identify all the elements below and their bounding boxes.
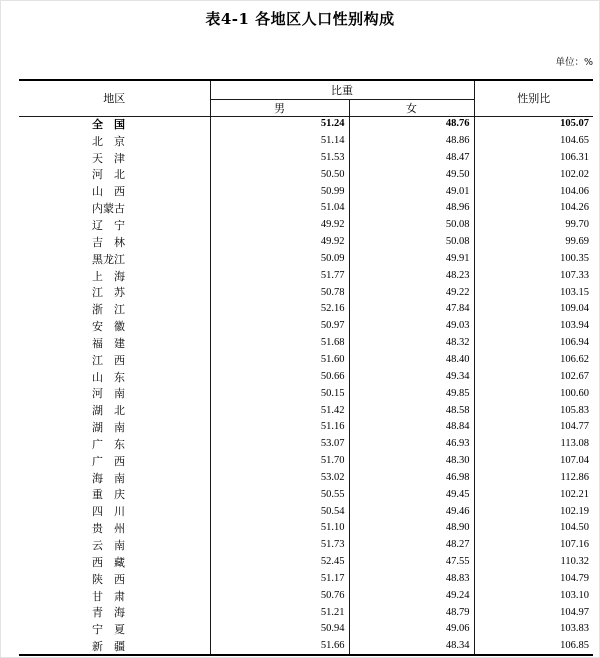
- male-cell: 51.66: [210, 638, 349, 655]
- region-cell: 重 庆: [19, 487, 210, 504]
- ratio-cell: 102.67: [560, 370, 589, 382]
- male-cell: 49.92: [210, 234, 349, 251]
- ratio-cell: 105.83: [560, 404, 589, 416]
- table-row: [19, 520, 593, 537]
- female-cell: 49.34: [349, 369, 474, 386]
- region-cell: 广 西: [19, 453, 210, 470]
- region-cell: 黑龙江: [19, 251, 210, 268]
- female-cell: 48.83: [349, 571, 474, 588]
- region-cell: 湖 北: [19, 402, 210, 419]
- male-cell: 51.16: [210, 419, 349, 436]
- region-cell: 海 南: [19, 470, 210, 487]
- male-cell: 51.24: [210, 116, 349, 133]
- region-cell: 吉 林: [19, 234, 210, 251]
- table-row: [19, 369, 593, 386]
- ratio-cell: 102.02: [560, 168, 589, 180]
- region-cell: 辽 宁: [19, 217, 210, 234]
- ratio-cell: 104.65: [560, 135, 589, 147]
- ratio-cell: 102.19: [560, 505, 589, 517]
- region-cell: 天 津: [19, 150, 210, 167]
- region-cell: 安 徽: [19, 318, 210, 335]
- table-row: [19, 183, 593, 200]
- population-sex-composition-table: [19, 79, 593, 656]
- male-cell: 51.70: [210, 453, 349, 470]
- ratio-cell: 110.32: [560, 556, 589, 568]
- ratio-cell: 106.62: [560, 353, 589, 365]
- male-cell: 52.45: [210, 554, 349, 571]
- female-cell: 49.03: [349, 318, 474, 335]
- table-row: [19, 268, 593, 285]
- header-row-top: [19, 80, 593, 99]
- table-row: [19, 453, 593, 470]
- female-cell: 49.85: [349, 386, 474, 403]
- ratio-cell: 104.79: [560, 572, 589, 584]
- female-cell: 46.98: [349, 470, 474, 487]
- page-title: 表4-1 各地区人口性别构成: [205, 10, 395, 28]
- region-cell: 四 川: [19, 503, 210, 520]
- region-cell: 全 国: [19, 116, 210, 133]
- table-row: [19, 419, 593, 436]
- region-cell: 贵 州: [19, 520, 210, 537]
- male-cell: 50.99: [210, 183, 349, 200]
- table-row: [19, 251, 593, 268]
- table-row: [19, 284, 593, 301]
- ratio-cell: 99.69: [565, 236, 589, 248]
- ratio-cell: 102.21: [560, 488, 589, 500]
- table-row: [19, 352, 593, 369]
- ratio-cell: 104.26: [560, 202, 589, 214]
- ratio-cell: 106.94: [560, 337, 589, 349]
- male-cell: 51.77: [210, 268, 349, 285]
- table-row: [19, 487, 593, 504]
- male-cell: 50.94: [210, 621, 349, 638]
- male-cell: 53.02: [210, 470, 349, 487]
- table-body: [19, 116, 593, 655]
- female-cell: 48.79: [349, 604, 474, 621]
- region-cell: 云 南: [19, 537, 210, 554]
- region-cell: 宁 夏: [19, 621, 210, 638]
- ratio-cell: 100.60: [560, 387, 589, 399]
- header-female: 女: [349, 99, 474, 116]
- table-row: [19, 167, 593, 184]
- female-cell: 48.84: [349, 419, 474, 436]
- female-cell: 48.32: [349, 335, 474, 352]
- female-cell: 46.93: [349, 436, 474, 453]
- ratio-cell: 112.86: [560, 471, 589, 483]
- table-row: [19, 335, 593, 352]
- female-cell: 48.23: [349, 268, 474, 285]
- table-row: [19, 301, 593, 318]
- male-cell: 50.76: [210, 588, 349, 605]
- region-cell: 陕 西: [19, 571, 210, 588]
- male-cell: 51.10: [210, 520, 349, 537]
- female-cell: 48.40: [349, 352, 474, 369]
- male-cell: 51.21: [210, 604, 349, 621]
- table-row: [19, 150, 593, 167]
- female-cell: 50.08: [349, 234, 474, 251]
- male-cell: 50.97: [210, 318, 349, 335]
- ratio-cell: 103.15: [560, 286, 589, 298]
- region-cell: 西 藏: [19, 554, 210, 571]
- ratio-cell: 99.70: [565, 219, 589, 231]
- table-row: [19, 537, 593, 554]
- region-cell: 江 西: [19, 352, 210, 369]
- male-cell: 51.53: [210, 150, 349, 167]
- female-cell: 48.58: [349, 402, 474, 419]
- ratio-cell: 106.31: [560, 151, 589, 163]
- region-cell: 甘 肃: [19, 588, 210, 605]
- region-cell: 河 北: [19, 167, 210, 184]
- female-cell: 48.96: [349, 200, 474, 217]
- table-row: [19, 470, 593, 487]
- female-cell: 49.01: [349, 183, 474, 200]
- table-row: [19, 554, 593, 571]
- ratio-cell: 113.08: [560, 438, 589, 450]
- female-cell: 48.76: [349, 116, 474, 133]
- female-cell: 48.34: [349, 638, 474, 655]
- female-cell: 49.45: [349, 487, 474, 504]
- male-cell: 53.07: [210, 436, 349, 453]
- table-row: [19, 621, 593, 638]
- table-row: [19, 402, 593, 419]
- region-cell: 上 海: [19, 268, 210, 285]
- region-cell: 北 京: [19, 133, 210, 150]
- female-cell: 49.24: [349, 588, 474, 605]
- table-row: [19, 503, 593, 520]
- male-cell: 50.09: [210, 251, 349, 268]
- table-row: [19, 234, 593, 251]
- female-cell: 47.55: [349, 554, 474, 571]
- table-row: [19, 638, 593, 655]
- ratio-cell: 106.85: [560, 639, 589, 651]
- ratio-cell: 104.97: [560, 606, 589, 618]
- female-cell: 48.90: [349, 520, 474, 537]
- male-cell: 50.50: [210, 167, 349, 184]
- male-cell: 50.15: [210, 386, 349, 403]
- female-cell: 49.91: [349, 251, 474, 268]
- female-cell: 49.46: [349, 503, 474, 520]
- region-cell: 青 海: [19, 604, 210, 621]
- female-cell: 48.86: [349, 133, 474, 150]
- region-cell: 浙 江: [19, 301, 210, 318]
- region-cell: 山 东: [19, 369, 210, 386]
- male-cell: 51.04: [210, 200, 349, 217]
- header-male: 男: [210, 99, 349, 116]
- region-cell: 山 西: [19, 183, 210, 200]
- table-row: [19, 604, 593, 621]
- ratio-cell: 107.04: [560, 455, 589, 467]
- female-cell: 48.30: [349, 453, 474, 470]
- table-row: [19, 217, 593, 234]
- region-cell: 河 南: [19, 386, 210, 403]
- ratio-cell: 109.04: [560, 303, 589, 315]
- male-cell: 49.92: [210, 217, 349, 234]
- male-cell: 51.42: [210, 402, 349, 419]
- female-cell: 50.08: [349, 217, 474, 234]
- ratio-cell: 104.50: [560, 522, 589, 534]
- region-cell: 江 苏: [19, 284, 210, 301]
- header-region: 地区: [19, 80, 210, 116]
- male-cell: 52.16: [210, 301, 349, 318]
- region-cell: 内蒙古: [19, 200, 210, 217]
- male-cell: 51.17: [210, 571, 349, 588]
- male-cell: 51.73: [210, 537, 349, 554]
- table-header: [19, 80, 593, 116]
- female-cell: 49.22: [349, 284, 474, 301]
- female-cell: 48.47: [349, 150, 474, 167]
- unit-label: 单位：%: [555, 57, 593, 68]
- header-sex-ratio: 性别比: [474, 80, 593, 116]
- table-row: [19, 588, 593, 605]
- male-cell: 50.55: [210, 487, 349, 504]
- ratio-cell: 105.07: [560, 118, 589, 130]
- male-cell: 51.68: [210, 335, 349, 352]
- ratio-cell: 107.33: [560, 269, 589, 281]
- ratio-cell: 103.10: [560, 589, 589, 601]
- male-cell: 50.66: [210, 369, 349, 386]
- male-cell: 50.54: [210, 503, 349, 520]
- table-row: [19, 571, 593, 588]
- table-row: [19, 116, 593, 133]
- male-cell: 50.78: [210, 284, 349, 301]
- table-row: [19, 133, 593, 150]
- ratio-cell: 104.06: [560, 185, 589, 197]
- ratio-cell: 103.83: [560, 623, 589, 635]
- table-row: [19, 200, 593, 217]
- ratio-cell: 100.35: [560, 252, 589, 264]
- region-cell: 湖 南: [19, 419, 210, 436]
- male-cell: 51.14: [210, 133, 349, 150]
- region-cell: 广 东: [19, 436, 210, 453]
- table-row: [19, 436, 593, 453]
- female-cell: 49.06: [349, 621, 474, 638]
- ratio-cell: 103.94: [560, 320, 589, 332]
- header-proportion: 比重: [210, 80, 474, 99]
- region-cell: 福 建: [19, 335, 210, 352]
- ratio-cell: 104.77: [560, 421, 589, 433]
- male-cell: 51.60: [210, 352, 349, 369]
- table-row: [19, 318, 593, 335]
- female-cell: 47.84: [349, 301, 474, 318]
- table-row: [19, 386, 593, 403]
- female-cell: 48.27: [349, 537, 474, 554]
- ratio-cell: 107.16: [560, 539, 589, 551]
- female-cell: 49.50: [349, 167, 474, 184]
- region-cell: 新 疆: [19, 638, 210, 655]
